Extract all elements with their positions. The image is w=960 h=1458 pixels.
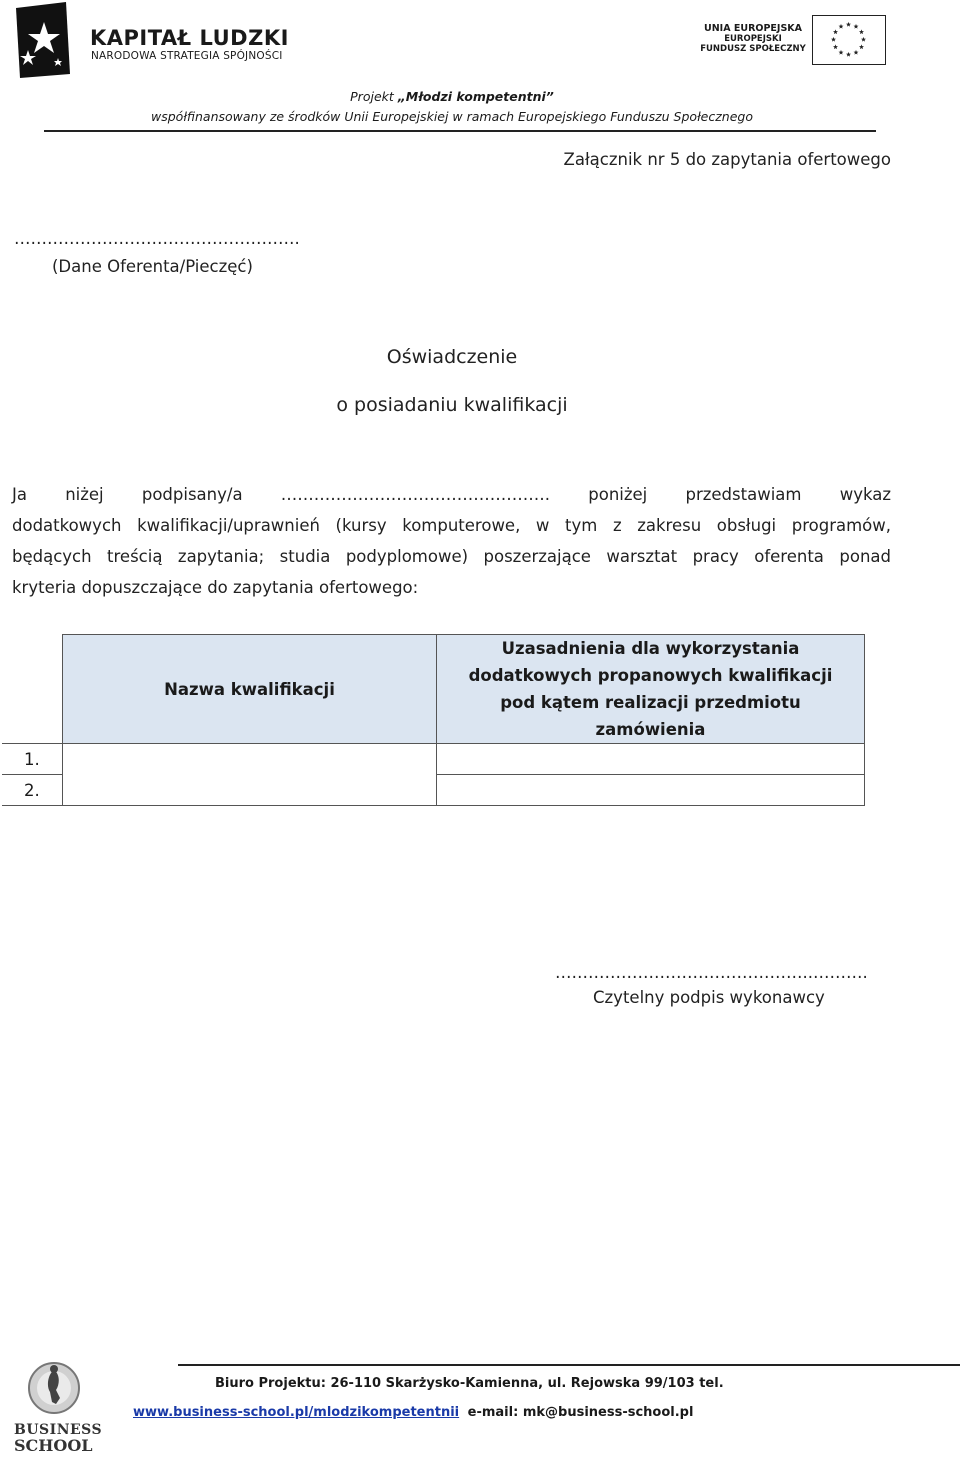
- footer-office: Biuro Projektu: 26-110 Skarżysko-Kamienna, ul. Rejowska 99/103 tel.: [215, 1376, 724, 1391]
- eu-fund-line1: UNIA EUROPEJSKA: [704, 23, 802, 34]
- table-row: [2, 744, 865, 775]
- table-header-justification: Uzasadnienia dla wykorzystania dodatkowych propanowych kwalifikacji pod kątem realizacji przedmiotu zamówienia: [437, 635, 865, 744]
- table-row: [2, 775, 865, 806]
- paragraph-line-2: dodatkowych kwalifikacji/uprawnień (kursy komputerowe, w tym z zakresu obsługi programów,: [12, 516, 891, 535]
- row-number: 1.: [2, 744, 63, 775]
- footer-email: e-mail: mk@business-school.pl: [467, 1405, 694, 1420]
- eu-fund-line3: FUNDUSZ SPOŁECZNY: [700, 44, 806, 54]
- eu-flag-icon: [812, 15, 886, 65]
- eu-star-icon: [859, 29, 864, 34]
- cofinance-line: współfinansowany ze środków Unii Europejskiej w ramach Europejskiego Funduszu Społecznego: [151, 109, 753, 124]
- row-number: 2.: [2, 775, 63, 806]
- paragraph-line-1: Ja niżej podpisany/a …………………………………………. poniżej przedstawiam wykaz: [12, 485, 891, 504]
- eu-star-icon: [839, 50, 844, 55]
- project-prefix: Projekt: [350, 89, 398, 104]
- eu-fund-line2: EUROPEJSKI: [724, 34, 782, 44]
- offeror-dots: …………………………………………….: [14, 229, 300, 248]
- header-divider: [44, 130, 876, 132]
- eu-star-icon: [854, 24, 859, 29]
- row-justification-cell[interactable]: [437, 775, 865, 806]
- eu-star-icon: [831, 37, 836, 42]
- paragraph-line-4: kryteria dopuszczające do zapytania ofertowego:: [12, 578, 419, 597]
- business-school-line1: BUSINESS: [14, 1422, 103, 1438]
- kapital-ludzki-subtitle: NARODOWA STRATEGIA SPÓJNOŚCI: [91, 50, 283, 62]
- eu-star-icon: [839, 24, 844, 29]
- footer-contact: [133, 1405, 693, 1420]
- footer-divider: [178, 1364, 960, 1366]
- table-header-name: Nazwa kwalifikacji: [63, 635, 437, 744]
- attachment-label: Załącznik nr 5 do zapytania ofertowego: [563, 150, 891, 169]
- row-name-cell[interactable]: [63, 775, 437, 806]
- eu-fund-label: [698, 24, 808, 54]
- eu-star-icon: [854, 50, 859, 55]
- kapital-ludzki-logo: [14, 0, 74, 80]
- row-name-cell[interactable]: [63, 744, 437, 775]
- eu-star-icon: [833, 44, 838, 49]
- project-name: „Młodzi kompetentni”: [397, 89, 554, 104]
- qualifications-table: [2, 634, 865, 806]
- row-justification-cell[interactable]: [437, 744, 865, 775]
- signature-dots: ………………………………………..……….: [555, 963, 868, 982]
- signature-label: Czytelny podpis wykonawcy: [593, 988, 825, 1007]
- eu-star-icon: [859, 44, 864, 49]
- offeror-label: (Dane Oferenta/Pieczęć): [52, 257, 253, 276]
- business-school-logo: [14, 1358, 103, 1458]
- document-title: Oświadczenie: [386, 346, 518, 368]
- eu-star-icon: [846, 52, 851, 57]
- project-title: [0, 89, 904, 104]
- document-subtitle: o posiadaniu kwalifikacji: [336, 394, 568, 416]
- website-link[interactable]: www.business-school.pl/mlodzikompetentnii: [133, 1405, 460, 1420]
- eu-star-icon: [846, 22, 851, 27]
- table-number-header: [2, 635, 63, 744]
- paragraph-line-3: będących treścią zapytania; studia podyplomowe) poszerzające warsztat pracy oferenta ponad: [12, 547, 891, 566]
- kapital-ludzki-title: KAPITAŁ LUDZKI: [90, 26, 289, 50]
- business-school-line2: SCHOOL: [14, 1436, 93, 1455]
- eu-star-icon: [833, 29, 838, 34]
- eu-star-icon: [861, 37, 866, 42]
